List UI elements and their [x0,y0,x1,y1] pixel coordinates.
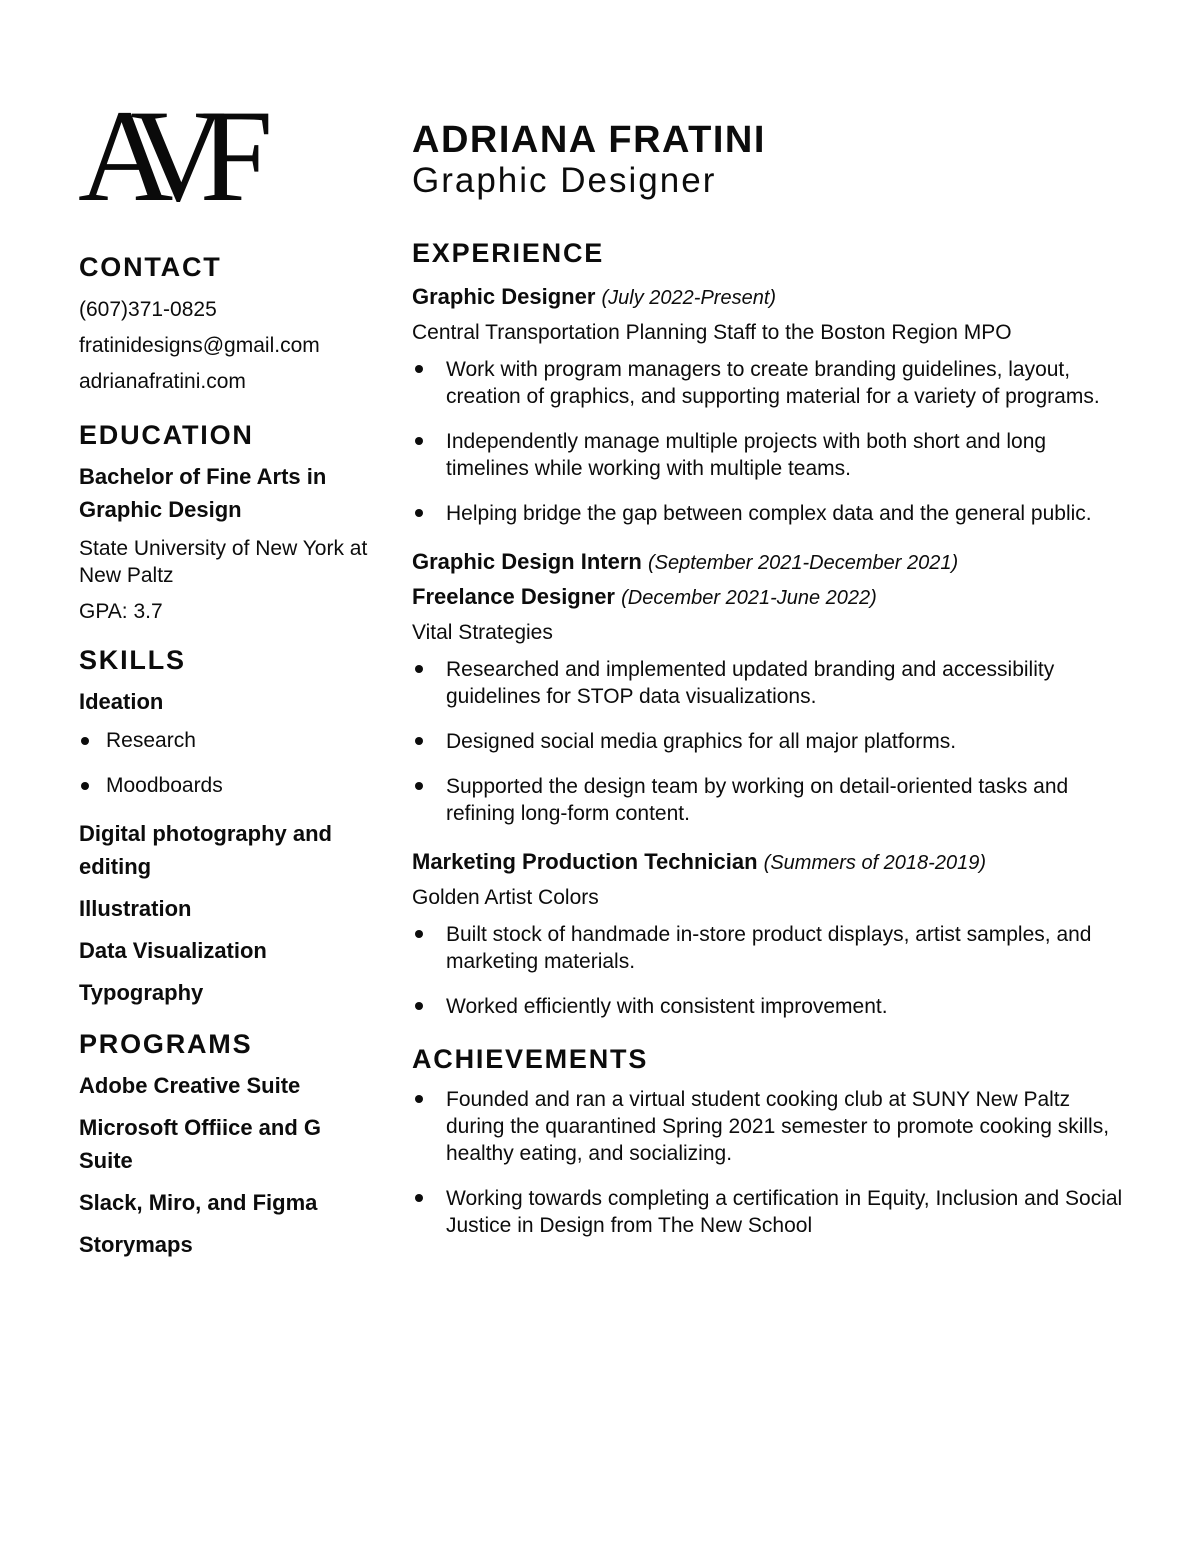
bullet-icon [81,782,89,790]
contact-heading: CONTACT [79,252,222,282]
right-column [412,118,1132,1257]
list-item: Supported the design team by working on detail-oriented tasks and refining long-form content. [412,773,1132,827]
education-heading: EDUCATION [79,420,254,450]
list-item: Helping bridge the gap between complex data and the general public. [412,500,1132,527]
monogram-logo: AVF [78,82,248,229]
bullet-icon [415,1095,423,1103]
skills-heading: SKILLS [79,645,186,675]
person-role: Graphic Designer [412,161,717,200]
ideation-list [79,727,379,799]
job-entry [412,280,1132,527]
person-name: ADRIANA FRATINI [412,119,766,161]
list-item: Independently manage multiple projects with both short and long timelines while working with multiple teams. [412,428,1132,482]
programs-heading: PROGRAMS [79,1029,253,1059]
program-item: Storymaps [79,1232,193,1257]
bullet-icon [415,437,423,445]
skill-item: Illustration [79,896,192,921]
list-item: Work with program managers to create branding guidelines, layout, creation of graphics, and supporting material for a variety of programs. [412,356,1132,410]
achievements-heading: ACHIEVEMENTS [412,1044,649,1074]
bullet-icon [415,665,423,673]
list-item: Worked efficiently with consistent improvement. [412,993,1132,1020]
skill-ideation: Ideation [79,689,164,714]
job-title: Freelance Designer (December 2021-June 2022) [412,584,877,609]
left-column [79,250,379,1270]
skill-item: Data Visualization [79,938,267,963]
list-item: Founded and ran a virtual student cooking club at SUNY New Paltz during the quarantined Spring 2021 semester to promote cooking skills, healthy eating, and socializing. [412,1086,1132,1167]
job-company: Central Transportation Planning Staff to the Boston Region MPO [412,321,1012,344]
job-bullets [412,656,1132,827]
list-item: Built stock of handmade in-store product displays, artist samples, and marketing materials. [412,921,1132,975]
education-degree: Bachelor of Fine Arts in Graphic Design [79,464,327,522]
list-item: Designed social media graphics for all major platforms. [412,728,1132,755]
bullet-icon [415,509,423,517]
job-entry [412,545,1132,827]
education-gpa: GPA: 3.7 [79,600,163,623]
skill-item: Typography [79,980,204,1005]
job-bullets [412,921,1132,1020]
job-company: Golden Artist Colors [412,886,599,909]
program-item: Microsoft Offiice and G Suite [79,1115,322,1173]
bullet-icon [415,1194,423,1202]
job-title: Graphic Designer (July 2022-Present) [412,284,777,309]
program-item: Adobe Creative Suite [79,1073,301,1098]
list-item: Researched and implemented updated branding and accessibility guidelines for STOP data visualizations. [412,656,1132,710]
experience-heading: EXPERIENCE [412,238,605,268]
job-entry [412,845,1132,1020]
contact-email: fratinidesigns@gmail.com [79,334,320,357]
bullet-icon [81,737,89,745]
bullet-icon [415,737,423,745]
list-item: Research [79,727,379,754]
job-bullets [412,356,1132,527]
bullet-icon [415,1002,423,1010]
skill-item: Digital photography and editing [79,821,332,879]
education-school: State University of New York at New Paltz [79,537,368,587]
bullet-icon [415,782,423,790]
bullet-icon [415,930,423,938]
job-title: Graphic Design Intern (September 2021-December 2021) [412,549,959,574]
job-company: Vital Strategies [412,621,553,644]
achievements-list [412,1086,1132,1239]
contact-website: adrianafratini.com [79,370,246,393]
bullet-icon [415,365,423,373]
list-item: Moodboards [79,772,379,799]
contact-phone: (607)371-0825 [79,298,217,321]
list-item: Working towards completing a certification in Equity, Inclusion and Social Justice in Design from The New School [412,1185,1132,1239]
job-title: Marketing Production Technician (Summers of 2018-2019) [412,849,986,874]
program-item: Slack, Miro, and Figma [79,1190,318,1215]
